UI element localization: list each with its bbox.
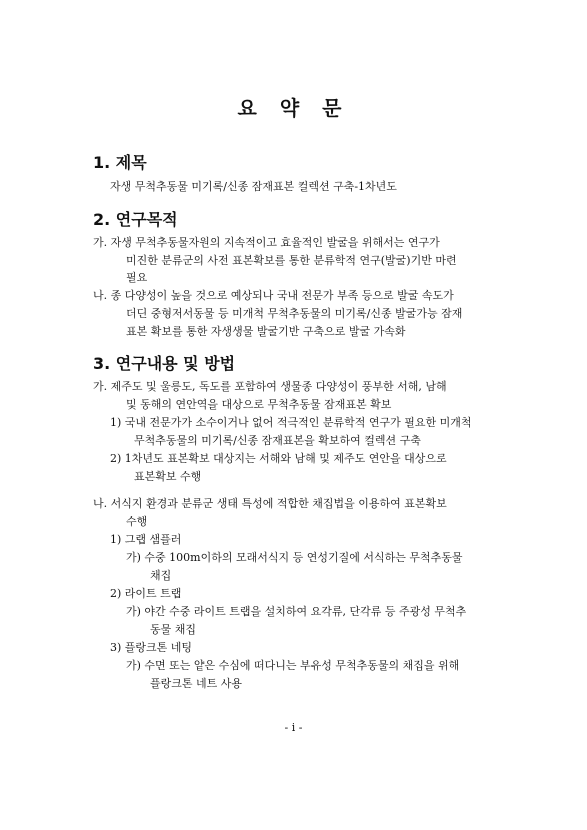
method-line: 가) 야간 수중 라이트 트랩을 설치하여 요각류, 단각류 등 주광성 무척추 bbox=[126, 605, 467, 618]
method-line: 수행 bbox=[126, 515, 148, 528]
method-line: 나. 서식지 환경과 분류군 생태 특성에 적합한 채집법을 이용하여 표본확보 bbox=[93, 497, 447, 510]
section-3-heading: 3. 연구내용 및 방법 bbox=[93, 354, 236, 373]
method-line: 및 동해의 연안역을 대상으로 무척추동물 잠재표본 확보 bbox=[126, 398, 392, 411]
method-line: 플랑크톤 네트 사용 bbox=[150, 677, 243, 690]
method-line: 2) 1차년도 표본확보 대상지는 서해와 남해 및 제주도 연안을 대상으로 bbox=[110, 452, 447, 465]
method-line: 1) 국내 전문가가 소수이거나 없어 적극적인 분류학적 연구가 필요한 미개척 bbox=[110, 416, 472, 429]
page-title: 요 약 문 bbox=[237, 96, 350, 120]
purpose-item-a-line-1: 가. 자생 무척추동물자원의 지속적이고 효율적인 발굴을 위해서는 연구가 bbox=[93, 236, 440, 249]
purpose-item-b-line-3: 표본 확보를 통한 자생생물 발굴기반 구축으로 발굴 가속화 bbox=[126, 325, 406, 338]
section-2-heading: 2. 연구목적 bbox=[93, 210, 178, 229]
purpose-item-a-line-2: 미진한 분류군의 사전 표본확보를 통한 분류학적 연구(발굴)기반 마련 bbox=[126, 254, 457, 267]
purpose-item-b-line-1: 나. 종 다양성이 높을 것으로 예상되나 국내 전문가 부족 등으로 발굴 속도가 bbox=[93, 289, 454, 302]
method-line: 표본확보 수행 bbox=[134, 470, 202, 483]
method-line: 동물 채집 bbox=[150, 623, 197, 636]
method-line: 가) 수면 또는 얕은 수심에 떠다니는 부유성 무척추동물의 채집을 위해 bbox=[126, 659, 460, 672]
method-line: 3) 플랑크톤 네팅 bbox=[110, 641, 193, 654]
method-line: 채집 bbox=[150, 569, 172, 582]
method-line: 가. 제주도 및 울릉도, 독도를 포함하여 생물종 다양성이 풍부한 서해, 남해 bbox=[93, 380, 447, 393]
section-1-text: 자생 무척추동물 미기록/신종 잠재표본 컬렉션 구축-1차년도 bbox=[110, 180, 397, 193]
method-line: 2) 라이트 트랩 bbox=[110, 587, 182, 600]
method-line: 무척추동물의 미기록/신종 잠재표본을 확보하여 컬렉션 구축 bbox=[134, 434, 421, 447]
method-line: 1) 그랩 샘플러 bbox=[110, 533, 182, 546]
method-line: 가) 수중 100m이하의 모래서식지 등 연성기질에 서식하는 무척추동물 bbox=[126, 551, 463, 564]
purpose-item-a-line-3: 필요 bbox=[126, 271, 148, 284]
page-number: - i - bbox=[284, 721, 303, 734]
purpose-item-b-line-2: 더딘 중형저서동물 등 미개척 무척추동물의 미기록/신종 발굴가능 잠재 bbox=[126, 307, 463, 320]
section-1-heading: 1. 제목 bbox=[93, 153, 147, 172]
